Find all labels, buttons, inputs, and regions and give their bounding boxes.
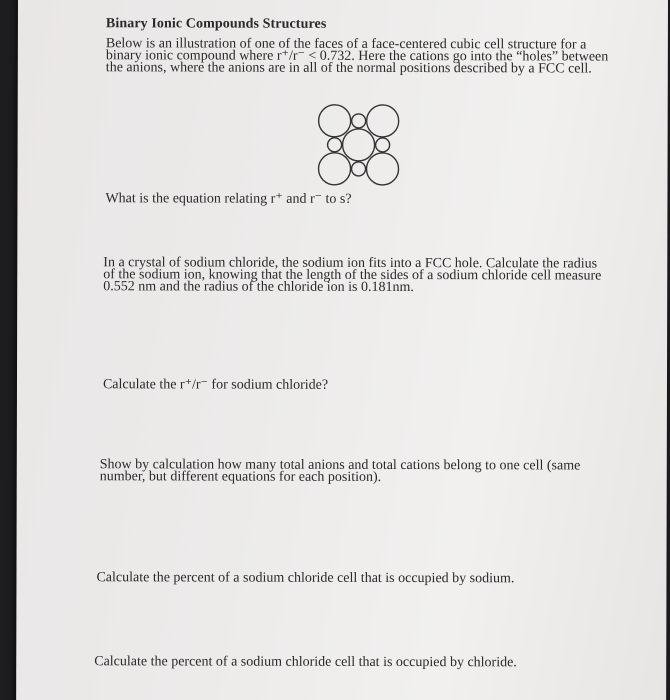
anion-circle <box>319 105 351 137</box>
question-4-line: number, but different equations for each position). <box>99 469 382 485</box>
question-2-line: In a crystal of sodium chloride, the sodium ion fits into a FCC hole. Calculate the radius <box>103 255 598 272</box>
question-6: Calculate the percent of a sodium chloride cell that is occupied by chloride. <box>94 654 517 671</box>
question-1: What is the equation relating r⁺ and r⁻ to s? <box>105 191 352 207</box>
question-3: Calculate the r⁺/r⁻ for sodium chloride? <box>102 377 329 393</box>
question-4 <box>100 459 581 484</box>
cation-circle <box>352 162 366 176</box>
intro-line: Below is an illustration of one of the faces of a face-centered cubic cell structure for a <box>105 36 587 53</box>
anion-circle <box>319 153 351 185</box>
cation-circle <box>376 138 390 152</box>
anion-circle <box>367 153 399 185</box>
cation-circle <box>352 114 366 128</box>
question-2-line: 0.552 nm and the radius of the chloride ion is 0.181nm. <box>103 279 414 296</box>
cation-circle <box>328 138 342 152</box>
intro-line: the anions, where the anions are in all of the normal positions described by a FCC cell. <box>105 60 592 77</box>
question-4-line: Show by calculation how many total anions and total cations belong to one cell (same <box>99 457 581 474</box>
question-5: Calculate the percent of a sodium chloride cell that is occupied by sodium. <box>96 570 515 587</box>
anion-circle <box>343 129 375 161</box>
page-title: Binary Ionic Compounds Structures <box>105 16 327 32</box>
question-2 <box>103 257 601 294</box>
intro-line: binary ionic compound where r⁺/r⁻ < 0.732. Here the cations go into the “holes” between <box>105 48 609 65</box>
question-2-line: of the sodium ion, knowing that the length of the sides of a sodium chloride cell measure <box>103 267 602 284</box>
fcc-face-diagram <box>315 102 401 188</box>
worksheet-page <box>16 0 668 700</box>
anion-circle <box>367 105 399 137</box>
intro-paragraph <box>106 38 609 75</box>
